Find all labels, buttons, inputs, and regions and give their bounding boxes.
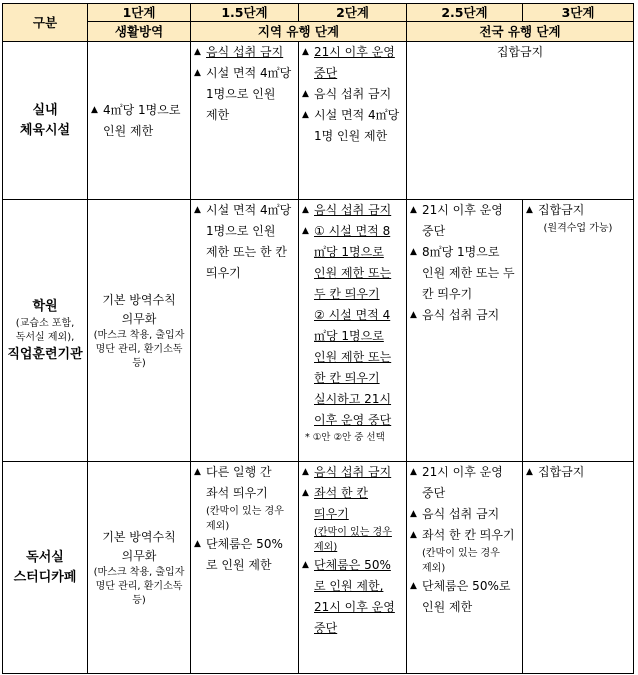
category-title: 직업훈련기관	[7, 346, 83, 362]
row-indoor-sports	[3, 42, 634, 200]
category-indoor-sports	[3, 42, 88, 200]
list-item: ▲ 21시 이후 운영 중단	[410, 465, 503, 500]
header-stage-2-5: 2.5단계	[407, 4, 523, 22]
list-item: ▲ 집합금지	[526, 465, 585, 479]
list-item: ▲ 음식 섭취 금지	[302, 87, 392, 101]
sports-stage-1	[88, 42, 191, 200]
list-item: ▲ 좌석 한 칸 띄우기	[302, 486, 368, 521]
list-item: ▲ 집합금지	[526, 203, 585, 217]
partition-note: (칸막이 있는 경우 제외)	[314, 527, 392, 553]
header-sub-regional: 지역 유행 단계	[191, 22, 407, 42]
list-item: ▲ 음식 섭취 금지	[302, 203, 392, 217]
row-academy	[3, 200, 634, 462]
header-stage-1-5: 1.5단계	[191, 4, 299, 22]
list-item: ▲ 단체룸은 50%로 인원 제한, 21시 이후 운영 중단	[302, 558, 395, 635]
list-item: ▲ 음식 섭취 금지	[302, 465, 392, 479]
row-reading-room	[3, 462, 634, 674]
list-item: ▲ ① 시설 면적 8㎡당 1명으로 인원 제한 또는 두 칸 띄우기	[302, 224, 392, 301]
partition-note: (칸막이 있는 경우 제외)	[422, 548, 500, 574]
category-title: 독서실	[26, 549, 64, 565]
list-item: ▲ 시설 면적 4㎡당 1명 인원 제한	[302, 108, 400, 143]
category-title: 실내	[32, 102, 58, 118]
list-item: ▲ 다른 일행 간 좌석 띄우기	[194, 465, 272, 500]
sports-stage-2-5-3: 집합금지	[407, 42, 634, 200]
distancing-measures-table	[2, 3, 634, 674]
category-subtitle: 독서실 제외),	[15, 331, 75, 343]
reading-stage-1: 기본 방역수칙 의무화 (마스크 착용, 출입자 명단 관리, 환기소독 등)	[88, 462, 191, 674]
category-title: 체육시설	[19, 122, 71, 138]
header-category: 구분	[3, 4, 88, 42]
header-stage-1: 1단계	[88, 4, 191, 22]
academy-stage-2	[299, 200, 407, 462]
list-item: ▲ 21시 이후 운영 중단	[410, 203, 503, 238]
list-item: ▲ 4㎡당 1명으로 인원 제한	[91, 102, 181, 138]
academy-stage-2-5	[407, 200, 523, 462]
remote-class-note: (원격수업 가능)	[543, 223, 613, 234]
reading-stage-1-5	[191, 462, 299, 674]
category-title: 스터디카페	[13, 569, 77, 585]
reading-stage-3	[523, 462, 634, 674]
partition-note: (칸막이 있는 경우 제외)	[206, 506, 284, 532]
list-item: ▲ 단체룸은 50%로 인원 제한	[194, 537, 283, 572]
list-item: ▲ 시설 면적 4㎡당 1명으로 인원 제한	[194, 66, 292, 122]
category-reading-room	[3, 462, 88, 674]
category-subtitle: (교습소 포함,	[15, 317, 75, 329]
list-item: ▲ 21시 이후 운영 중단	[302, 45, 395, 80]
sports-stage-1-5	[191, 42, 299, 200]
header-stage-3: 3단계	[523, 4, 634, 22]
academy-stage-1-5	[191, 200, 299, 462]
header-sub-stage-1: 생활방역	[88, 22, 191, 42]
header-sub-national: 전국 유행 단계	[407, 22, 634, 42]
list-item: ▲ 좌석 한 칸 띄우기	[410, 528, 515, 542]
option-note: * ①안 ②안 중 선택	[305, 432, 385, 443]
list-item: ▲ 음식 섭취 금지	[194, 45, 284, 59]
reading-stage-2-5	[407, 462, 523, 674]
header-stage-2: 2단계	[299, 4, 407, 22]
list-item: ▲ 단체룸은 50%로 인원 제한	[410, 579, 511, 614]
list-item: ▲ 음식 섭취 금지	[410, 507, 500, 521]
list-item: ② 시설 면적 4㎡당 1명으로 인원 제한 또는 한 칸 띄우기 실시하고 21시 이후 운영 중단	[314, 308, 392, 427]
category-title: 학원	[32, 298, 58, 314]
list-item: ▲ 음식 섭취 금지	[410, 308, 500, 322]
list-item: ▲ 8㎡당 1명으로 인원 제한 또는 두 칸 띄우기	[410, 245, 515, 301]
list-item: ▲ 시설 면적 4㎡당 1명으로 인원 제한 또는 한 칸 띄우기	[194, 203, 292, 280]
academy-stage-1: 기본 방역수칙 의무화 (마스크 착용, 출입자 명단 관리, 환기소독 등)	[88, 200, 191, 462]
reading-stage-2	[299, 462, 407, 674]
sports-stage-2	[299, 42, 407, 200]
category-academy	[3, 200, 88, 462]
academy-stage-3	[523, 200, 634, 462]
